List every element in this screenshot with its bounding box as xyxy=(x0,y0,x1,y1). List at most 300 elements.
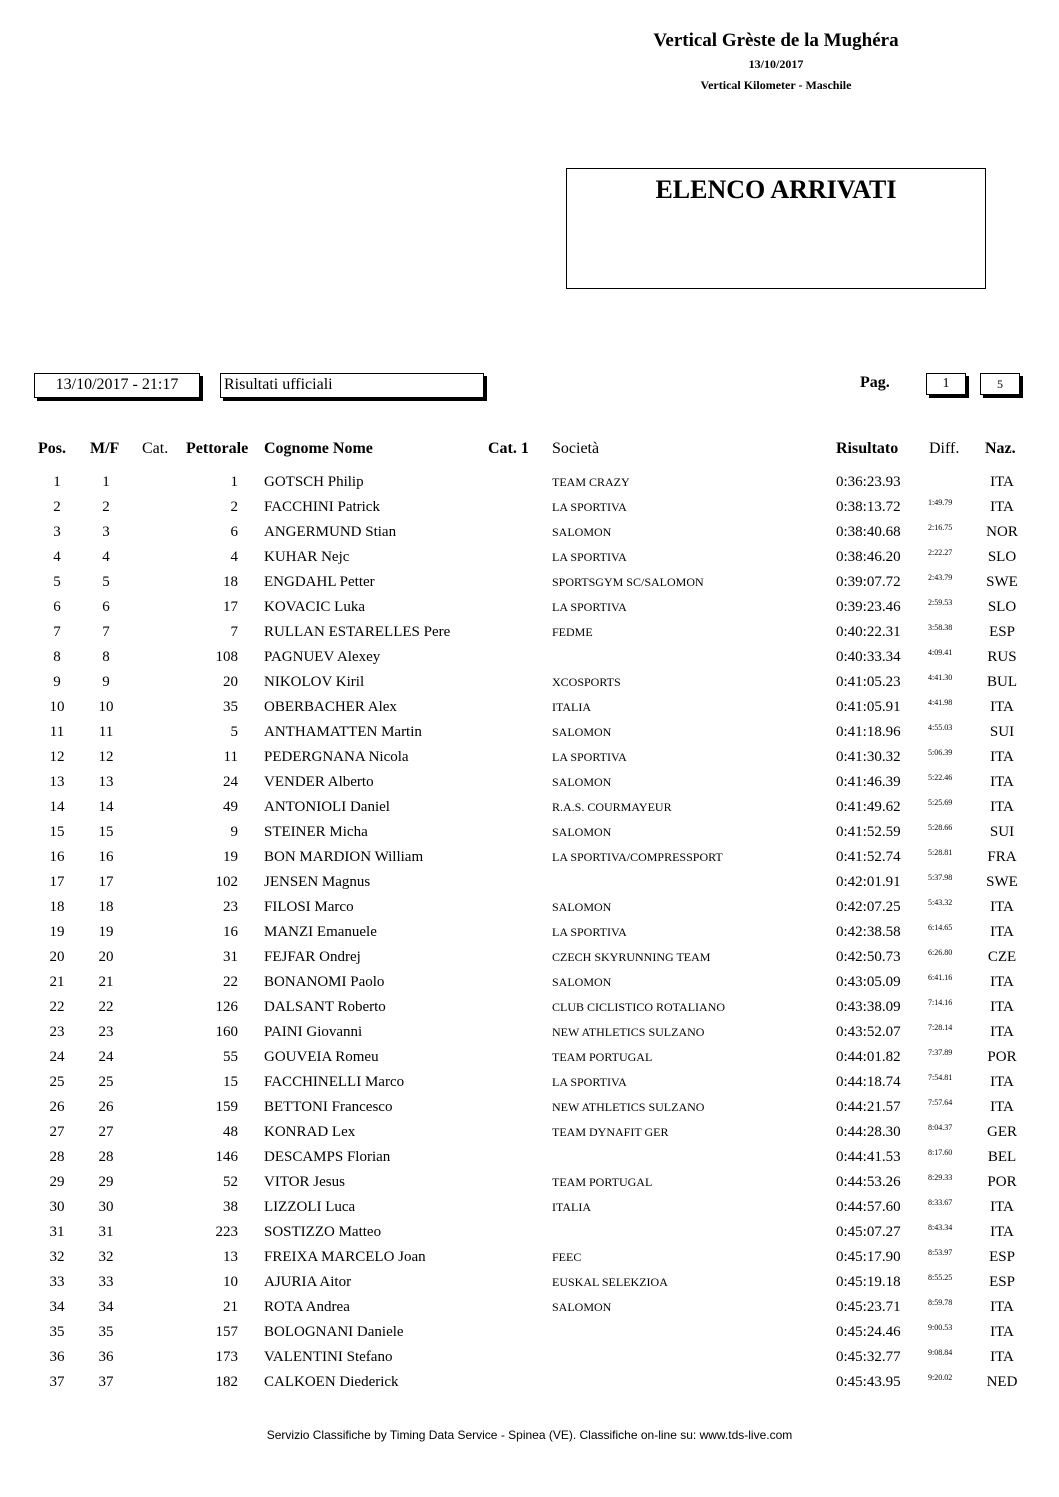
row-nation: SLO xyxy=(987,549,1017,565)
row-result-time: 0:41:46.39 xyxy=(836,774,901,790)
row-result-time: 0:36:23.93 xyxy=(836,474,901,490)
row-position: 37 xyxy=(49,1374,65,1390)
row-athlete-name: AJURIA Aitor xyxy=(264,1274,352,1290)
row-position: 36 xyxy=(49,1349,65,1365)
row-mf: 8 xyxy=(102,649,110,665)
row-mf: 14 xyxy=(98,799,114,815)
row-nation: ITA xyxy=(990,799,1014,815)
row-mf: 13 xyxy=(98,774,114,790)
row-bib: 35 xyxy=(223,699,238,715)
row-result-time: 0:41:05.23 xyxy=(836,674,901,690)
row-mf: 23 xyxy=(98,1024,114,1040)
row-position: 19 xyxy=(49,924,65,940)
row-athlete-name: SOSTIZZO Matteo xyxy=(264,1224,382,1240)
row-position: 18 xyxy=(49,899,65,915)
row-mf: 22 xyxy=(98,999,114,1015)
row-mf: 10 xyxy=(98,699,114,715)
row-gap: 8:17.60 xyxy=(928,1148,953,1157)
row-gap: 8:33.67 xyxy=(928,1198,953,1207)
table-row xyxy=(0,472,1059,497)
row-position: 29 xyxy=(49,1174,65,1190)
row-athlete-name: VALENTINI Stefano xyxy=(264,1349,393,1365)
row-bib: 15 xyxy=(223,1074,238,1090)
row-result-time: 0:38:13.72 xyxy=(836,499,901,515)
row-nation: POR xyxy=(987,1049,1017,1065)
row-result-time: 0:43:52.07 xyxy=(836,1024,901,1040)
row-position: 13 xyxy=(49,774,65,790)
table-row xyxy=(0,1322,1059,1347)
row-position: 7 xyxy=(53,624,61,640)
row-gap: 5:43.32 xyxy=(928,898,953,907)
row-nation: SLO xyxy=(987,599,1017,615)
row-result-time: 0:45:07.27 xyxy=(836,1224,901,1240)
row-bib: 17 xyxy=(223,599,238,615)
document-title-box xyxy=(566,168,986,289)
row-result-time: 0:44:41.53 xyxy=(836,1149,901,1165)
row-position: 34 xyxy=(49,1299,65,1315)
row-mf: 25 xyxy=(98,1074,114,1090)
row-bib: 49 xyxy=(223,799,238,815)
row-athlete-name: DESCAMPS Florian xyxy=(264,1149,391,1165)
row-position: 1 xyxy=(53,474,61,490)
row-club: LA SPORTIVA xyxy=(552,600,627,614)
row-club: EUSKAL SELEKZIOA xyxy=(552,1275,668,1289)
event-subtitle: Vertical Kilometer - Maschile xyxy=(700,78,852,92)
row-gap: 2:43.79 xyxy=(928,573,953,582)
row-nation: ITA xyxy=(990,1224,1014,1240)
row-result-time: 0:39:07.72 xyxy=(836,574,901,590)
event-title: Vertical Grèste de la Mughéra xyxy=(653,30,899,51)
row-nation: ITA xyxy=(990,1024,1014,1040)
row-nation: ITA xyxy=(990,499,1014,515)
row-mf: 29 xyxy=(98,1174,114,1190)
row-bib: 223 xyxy=(215,1224,238,1240)
row-athlete-name: RULLAN ESTARELLES Pere xyxy=(264,624,451,640)
row-mf: 28 xyxy=(98,1149,114,1165)
row-position: 33 xyxy=(49,1274,65,1290)
row-mf: 36 xyxy=(98,1349,114,1365)
row-result-time: 0:39:23.46 xyxy=(836,599,901,615)
row-mf: 37 xyxy=(98,1374,114,1390)
row-athlete-name: KOVACIC Luka xyxy=(264,599,365,615)
row-position: 4 xyxy=(53,549,61,565)
row-position: 27 xyxy=(49,1124,65,1140)
row-nation: ITA xyxy=(990,699,1014,715)
table-row xyxy=(0,572,1059,597)
row-club: CLUB CICLISTICO ROTALIANO xyxy=(552,1000,726,1014)
row-athlete-name: BON MARDION William xyxy=(264,849,424,865)
row-mf: 18 xyxy=(98,899,114,915)
row-club: TEAM PORTUGAL xyxy=(552,1050,653,1064)
row-position: 23 xyxy=(49,1024,65,1040)
row-gap: 4:55.03 xyxy=(928,723,953,732)
table-row xyxy=(0,822,1059,847)
row-result-time: 0:45:19.18 xyxy=(836,1274,901,1290)
table-row xyxy=(0,547,1059,572)
row-mf: 9 xyxy=(102,674,110,690)
row-mf: 1 xyxy=(102,474,110,490)
row-athlete-name: BOLOGNANI Daniele xyxy=(264,1324,404,1340)
row-bib: 102 xyxy=(215,874,238,890)
row-nation: ITA xyxy=(990,1324,1014,1340)
row-club: TEAM CRAZY xyxy=(552,475,630,489)
page-label: Pag. xyxy=(860,374,890,391)
row-bib: 9 xyxy=(230,824,238,840)
row-bib: 24 xyxy=(223,774,238,790)
row-mf: 11 xyxy=(98,724,114,740)
row-club: LA SPORTIVA xyxy=(552,750,627,764)
row-nation: SWE xyxy=(986,874,1018,890)
table-row xyxy=(0,1222,1059,1247)
row-mf: 20 xyxy=(98,949,114,965)
row-position: 15 xyxy=(49,824,65,840)
row-result-time: 0:45:17.90 xyxy=(836,1249,901,1265)
row-position: 26 xyxy=(49,1099,65,1115)
row-bib: 13 xyxy=(223,1249,238,1265)
row-athlete-name: ANGERMUND Stian xyxy=(264,524,397,540)
table-row xyxy=(0,1072,1059,1097)
row-nation: SUI xyxy=(989,724,1015,740)
table-row xyxy=(0,1097,1059,1122)
table-row xyxy=(0,1147,1059,1172)
row-nation: ITA xyxy=(990,1199,1014,1215)
row-bib: 31 xyxy=(223,949,238,965)
row-athlete-name: GOUVEIA Romeu xyxy=(264,1049,379,1065)
row-mf: 33 xyxy=(98,1274,114,1290)
table-row xyxy=(0,1197,1059,1222)
row-club: SALOMON xyxy=(552,725,612,739)
row-club: SALOMON xyxy=(552,525,612,539)
table-row xyxy=(0,647,1059,672)
row-club: NEW ATHLETICS SULZANO xyxy=(552,1025,705,1039)
row-athlete-name: CALKOEN Diederick xyxy=(264,1374,399,1390)
row-position: 28 xyxy=(49,1149,65,1165)
row-position: 30 xyxy=(49,1199,65,1215)
row-athlete-name: MANZI Emanuele xyxy=(264,924,377,940)
row-gap: 7:14.16 xyxy=(928,998,953,1007)
row-gap: 8:55.25 xyxy=(928,1273,953,1282)
row-bib: 10 xyxy=(223,1274,238,1290)
row-bib: 160 xyxy=(215,1024,238,1040)
row-gap: 7:57.64 xyxy=(928,1098,953,1107)
row-gap: 2:59.53 xyxy=(928,598,953,607)
row-athlete-name: NIKOLOV Kiril xyxy=(264,674,365,690)
row-club: SALOMON xyxy=(552,975,612,989)
row-athlete-name: ROTA Andrea xyxy=(264,1299,350,1315)
row-mf: 34 xyxy=(98,1299,114,1315)
row-result-time: 0:41:18.96 xyxy=(836,724,901,740)
row-nation: ESP xyxy=(989,1249,1015,1265)
row-gap: 6:41.16 xyxy=(928,973,953,982)
row-athlete-name: ENGDAHL Petter xyxy=(264,574,375,590)
row-athlete-name: PAINI Giovanni xyxy=(264,1024,363,1040)
row-result-time: 0:38:46.20 xyxy=(836,549,901,565)
row-bib: 7 xyxy=(230,624,238,640)
row-position: 21 xyxy=(49,974,65,990)
row-athlete-name: BONANOMI Paolo xyxy=(264,974,385,990)
row-bib: 159 xyxy=(215,1099,238,1115)
row-nation: RUS xyxy=(987,649,1017,665)
row-nation: ITA xyxy=(990,1349,1014,1365)
row-club: XCOSPORTS xyxy=(552,675,621,689)
row-bib: 157 xyxy=(215,1324,238,1340)
row-position: 35 xyxy=(49,1324,65,1340)
row-result-time: 0:45:43.95 xyxy=(836,1374,901,1390)
row-bib: 1 xyxy=(230,474,238,490)
row-mf: 35 xyxy=(98,1324,114,1340)
row-bib: 6 xyxy=(230,524,238,540)
row-position: 8 xyxy=(53,649,61,665)
row-athlete-name: ANTONIOLI Daniel xyxy=(264,799,390,815)
row-result-time: 0:43:05.09 xyxy=(836,974,901,990)
row-club: FEEC xyxy=(552,1250,582,1264)
row-mf: 27 xyxy=(98,1124,114,1140)
row-result-time: 0:44:18.74 xyxy=(836,1074,901,1090)
row-mf: 32 xyxy=(98,1249,114,1265)
row-mf: 4 xyxy=(102,549,110,565)
row-mf: 24 xyxy=(98,1049,114,1065)
row-athlete-name: LIZZOLI Luca xyxy=(264,1199,356,1215)
row-result-time: 0:40:33.34 xyxy=(836,649,901,665)
row-club: LA SPORTIVA/COMPRESSPORT xyxy=(552,850,723,864)
table-row xyxy=(0,997,1059,1022)
row-position: 14 xyxy=(49,799,65,815)
row-club: NEW ATHLETICS SULZANO xyxy=(552,1100,705,1114)
row-nation: ITA xyxy=(990,1299,1014,1315)
row-gap: 7:54.81 xyxy=(928,1073,953,1082)
row-nation: ITA xyxy=(990,1099,1014,1115)
row-result-time: 0:42:07.25 xyxy=(836,899,901,915)
table-row xyxy=(0,1022,1059,1047)
row-mf: 3 xyxy=(102,524,110,540)
row-nation: NOR xyxy=(986,524,1018,540)
row-club: FEDME xyxy=(552,625,593,639)
row-club: LA SPORTIVA xyxy=(552,550,627,564)
row-gap: 4:41.98 xyxy=(928,698,953,707)
table-row xyxy=(0,922,1059,947)
row-position: 32 xyxy=(49,1249,65,1265)
header-name: Cognome Nome xyxy=(264,440,373,457)
page-number: 1 xyxy=(926,373,966,395)
row-position: 11 xyxy=(49,724,65,740)
row-athlete-name: VITOR Jesus xyxy=(264,1174,345,1190)
row-result-time: 0:43:38.09 xyxy=(836,999,901,1015)
row-gap: 7:37.89 xyxy=(928,1048,953,1057)
row-club: LA SPORTIVA xyxy=(552,1075,627,1089)
row-gap: 5:22.46 xyxy=(928,773,953,782)
row-mf: 5 xyxy=(102,574,110,590)
row-nation: FRA xyxy=(987,849,1017,865)
row-result-time: 0:42:50.73 xyxy=(836,949,901,965)
row-bib: 55 xyxy=(223,1049,238,1065)
row-nation: ESP xyxy=(989,624,1015,640)
header-naz: Naz. xyxy=(985,440,1016,457)
row-athlete-name: FACCHINI Patrick xyxy=(264,499,380,515)
footer-credit: Servizio Classifiche by Timing Data Service - Spinea (VE). Classifiche on-line su: www.tds-live.com xyxy=(266,1428,793,1442)
row-gap: 5:37.98 xyxy=(928,873,953,882)
row-athlete-name: PEDERGNANA Nicola xyxy=(264,749,409,765)
table-row xyxy=(0,1347,1059,1372)
row-mf: 7 xyxy=(102,624,110,640)
row-mf: 26 xyxy=(98,1099,114,1115)
header-pos: Pos. xyxy=(38,440,66,457)
row-athlete-name: OBERBACHER Alex xyxy=(264,699,397,715)
row-club: TEAM PORTUGAL xyxy=(552,1175,653,1189)
row-bib: 38 xyxy=(223,1199,238,1215)
row-athlete-name: FACCHINELLI Marco xyxy=(264,1074,405,1090)
event-date: 13/10/2017 xyxy=(748,57,804,71)
row-mf: 15 xyxy=(98,824,114,840)
row-athlete-name: BETTONI Francesco xyxy=(264,1099,393,1115)
row-result-time: 0:41:30.32 xyxy=(836,749,901,765)
row-nation: CZE xyxy=(987,949,1017,965)
row-bib: 126 xyxy=(215,999,238,1015)
row-gap: 4:09.41 xyxy=(928,648,953,657)
row-club: SALOMON xyxy=(552,1300,612,1314)
row-result-time: 0:41:05.91 xyxy=(836,699,901,715)
row-gap: 3:58.38 xyxy=(928,623,953,632)
row-result-time: 0:45:23.71 xyxy=(836,1299,901,1315)
row-bib: 52 xyxy=(223,1174,238,1190)
row-result-time: 0:44:57.60 xyxy=(836,1199,901,1215)
row-club: CZECH SKYRUNNING TEAM xyxy=(552,950,711,964)
row-mf: 31 xyxy=(98,1224,114,1240)
row-gap: 1:49.79 xyxy=(928,498,953,507)
row-nation: ITA xyxy=(990,974,1014,990)
row-gap: 8:59.78 xyxy=(928,1298,953,1307)
table-row xyxy=(0,897,1059,922)
row-club: SALOMON xyxy=(552,900,612,914)
row-gap: 5:06.39 xyxy=(928,748,953,757)
row-result-time: 0:44:21.57 xyxy=(836,1099,901,1115)
row-bib: 16 xyxy=(223,924,238,940)
row-gap: 6:14.65 xyxy=(928,923,953,932)
row-gap: 2:16.75 xyxy=(928,523,953,532)
row-gap: 9:20.02 xyxy=(928,1373,953,1382)
row-bib: 18 xyxy=(223,574,238,590)
row-result-time: 0:44:53.26 xyxy=(836,1174,901,1190)
row-position: 2 xyxy=(53,499,61,515)
row-nation: ITA xyxy=(990,999,1014,1015)
row-position: 16 xyxy=(49,849,65,865)
row-athlete-name: GOTSCH Philip xyxy=(264,474,364,490)
table-row xyxy=(0,672,1059,697)
row-position: 31 xyxy=(49,1224,65,1240)
table-row xyxy=(0,747,1059,772)
row-bib: 20 xyxy=(223,674,238,690)
table-row xyxy=(0,497,1059,522)
row-gap: 9:00.53 xyxy=(928,1323,953,1332)
row-mf: 2 xyxy=(102,499,110,515)
table-row xyxy=(0,972,1059,997)
row-nation: SWE xyxy=(986,574,1018,590)
table-row xyxy=(0,1122,1059,1147)
row-bib: 23 xyxy=(223,899,238,915)
row-bib: 146 xyxy=(215,1149,238,1165)
row-result-time: 0:40:22.31 xyxy=(836,624,901,640)
table-row xyxy=(0,772,1059,797)
row-nation: ITA xyxy=(990,899,1014,915)
row-gap: 8:29.33 xyxy=(928,1173,953,1182)
row-athlete-name: FEJFAR Ondrej xyxy=(264,949,361,965)
header-mf: M/F xyxy=(90,440,120,457)
row-nation: NED xyxy=(986,1374,1018,1390)
row-gap: 6:26.80 xyxy=(928,948,953,957)
header-pettorale: Pettorale xyxy=(186,440,249,457)
row-result-time: 0:41:49.62 xyxy=(836,799,901,815)
row-bib: 173 xyxy=(215,1349,238,1365)
row-bib: 4 xyxy=(230,549,238,565)
row-nation: ITA xyxy=(990,749,1014,765)
page-total: 5 xyxy=(980,373,1020,395)
row-position: 20 xyxy=(49,949,65,965)
row-athlete-name: PAGNUEV Alexey xyxy=(264,649,381,665)
row-club: SALOMON xyxy=(552,775,612,789)
row-nation: BEL xyxy=(987,1149,1017,1165)
row-bib: 5 xyxy=(230,724,238,740)
row-result-time: 0:42:38.58 xyxy=(836,924,901,940)
row-club: TEAM DYNAFIT GER xyxy=(552,1125,669,1139)
header-cat1: Cat. 1 xyxy=(488,440,529,457)
row-bib: 182 xyxy=(215,1374,238,1390)
row-result-time: 0:45:32.77 xyxy=(836,1349,901,1365)
row-club: LA SPORTIVA xyxy=(552,925,627,939)
row-position: 9 xyxy=(53,674,61,690)
row-athlete-name: JENSEN Magnus xyxy=(264,874,371,890)
row-gap: 8:04.37 xyxy=(928,1123,953,1132)
row-nation: ITA xyxy=(990,474,1014,490)
row-position: 24 xyxy=(49,1049,65,1065)
row-club: R.A.S. COURMAYEUR xyxy=(552,800,672,814)
row-nation: SUI xyxy=(989,824,1015,840)
row-mf: 30 xyxy=(98,1199,114,1215)
row-position: 6 xyxy=(53,599,61,615)
row-gap: 4:41.30 xyxy=(928,673,953,682)
row-gap: 5:28.81 xyxy=(928,848,953,857)
row-club: LA SPORTIVA xyxy=(552,500,627,514)
row-bib: 108 xyxy=(215,649,238,665)
row-gap: 5:25.69 xyxy=(928,798,953,807)
row-position: 25 xyxy=(49,1074,65,1090)
table-row xyxy=(0,1247,1059,1272)
table-row xyxy=(0,847,1059,872)
document-title: ELENCO ARRIVATI xyxy=(655,175,897,204)
row-nation: ITA xyxy=(990,774,1014,790)
row-position: 22 xyxy=(49,999,65,1015)
row-position: 17 xyxy=(49,874,65,890)
header-diff: Diff. xyxy=(929,440,960,457)
row-nation: ITA xyxy=(990,924,1014,940)
row-bib: 11 xyxy=(223,749,238,765)
row-position: 12 xyxy=(49,749,65,765)
row-result-time: 0:42:01.91 xyxy=(836,874,901,890)
row-nation: BUL xyxy=(987,674,1017,690)
header-risultato: Risultato xyxy=(836,440,899,457)
table-row xyxy=(0,722,1059,747)
row-mf: 21 xyxy=(98,974,114,990)
row-result-time: 0:41:52.59 xyxy=(836,824,901,840)
row-gap: 9:08.84 xyxy=(928,1348,953,1357)
row-gap: 5:28.66 xyxy=(928,823,953,832)
row-position: 3 xyxy=(53,524,61,540)
row-athlete-name: KONRAD Lex xyxy=(264,1124,356,1140)
row-athlete-name: DALSANT Roberto xyxy=(264,999,386,1015)
table-row xyxy=(0,797,1059,822)
table-row xyxy=(0,1272,1059,1297)
row-club: SPORTSGYM SC/SALOMON xyxy=(552,575,704,589)
row-club: ITALIA xyxy=(552,1200,592,1214)
row-gap: 8:53.97 xyxy=(928,1248,953,1257)
